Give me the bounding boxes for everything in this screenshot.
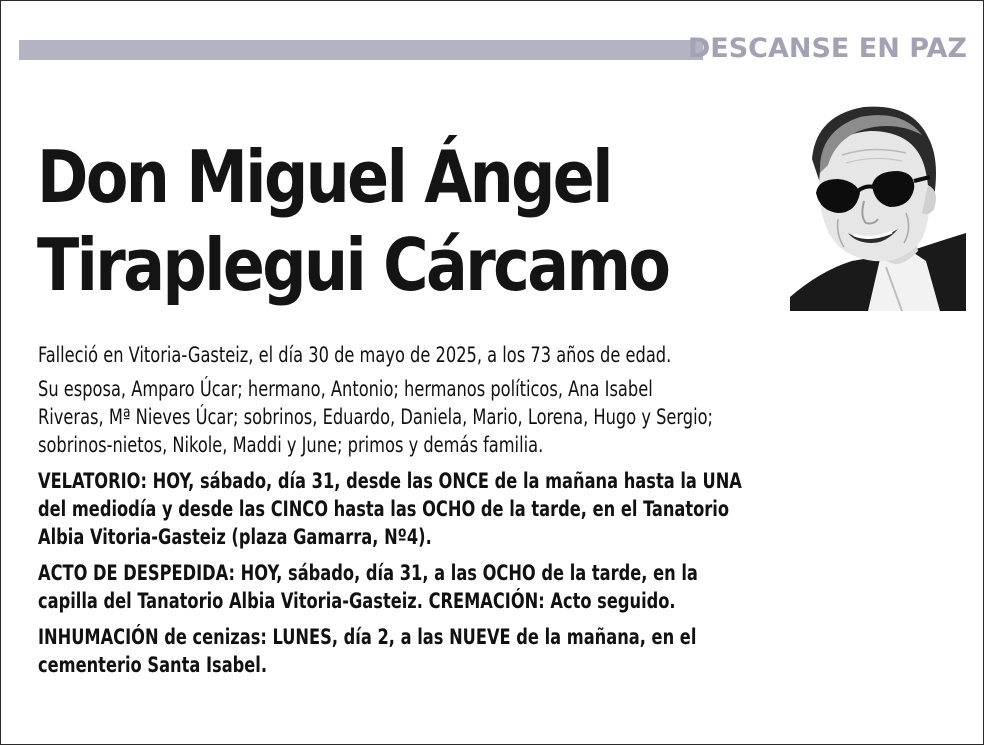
inhumacion-line: INHUMACIÓN de cenizas: LUNES, día 2, a las NUEVE de la mañana, en el: [38, 625, 697, 649]
family-line: Su esposa, Amparo Úcar; hermano, Antonio; hermanos políticos, Ana Isabel: [38, 377, 653, 401]
despedida-line: capilla del Tanatorio Albia Vitoria-Gasteiz. CREMACIÓN: Acto seguido.: [38, 589, 676, 613]
header-label: DESCANSE EN PAZ: [687, 33, 967, 64]
deceased-name-line1: Don Miguel Ángel: [37, 135, 611, 219]
velatorio-line: Albia Vitoria-Gasteiz (plaza Gamarra, Nº4).: [38, 525, 432, 549]
deceased-name-line2: Tiraplegui Cárcamo: [37, 223, 669, 307]
inhumacion-line: cementerio Santa Isabel.: [38, 653, 268, 677]
header-rule: [19, 40, 703, 60]
family-list: [38, 375, 838, 459]
velatorio-line: del mediodía y desde las CINCO hasta las OCHO de la tarde, en el Tanatorio: [38, 497, 730, 521]
notice-body: [38, 341, 968, 687]
death-notice: Falleció en Vitoria-Gasteiz, el día 30 de mayo de 2025, a los 73 años de edad.: [38, 343, 672, 367]
despedida-line: ACTO DE DESPEDIDA: HOY, sábado, día 31, a las OCHO de la tarde, en la: [38, 561, 698, 585]
despedida-info: [38, 559, 838, 615]
deceased-name: [37, 133, 673, 309]
family-line: Riveras, Mª Nieves Úcar; sobrinos, Eduardo, Daniela, Mario, Lorena, Hugo y Sergio;: [38, 405, 714, 429]
portrait-photo: [790, 101, 966, 311]
family-line: sobrinos-nietos, Nikole, Maddi y June; primos y demás familia.: [38, 433, 544, 457]
inhumacion-info: [38, 623, 838, 679]
velatorio-info: [38, 467, 838, 551]
velatorio-line: VELATORIO: HOY, sábado, día 31, desde las ONCE de la mañana hasta la UNA: [38, 469, 742, 493]
